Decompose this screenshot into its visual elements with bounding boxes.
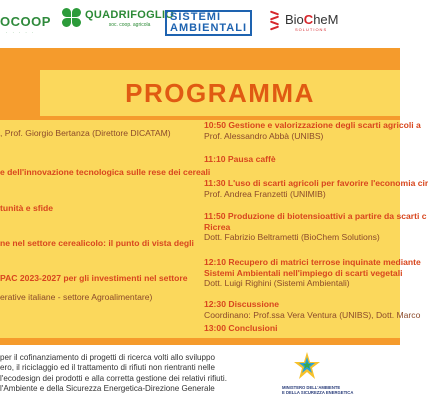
- program-content: [0, 120, 428, 338]
- sistemi-ambientali-logo: [165, 10, 252, 36]
- sistemi-ambientali-line2: AMBIENTALI: [170, 22, 248, 34]
- program-item-person: erative italiane - settore Agroalimentare): [0, 291, 153, 302]
- program-item-left-2: [0, 167, 210, 178]
- program-item-heading: tunità e sfide: [0, 203, 54, 213]
- quadrifoglio-name: QUADRIFOGLIO: [85, 8, 175, 21]
- clover-icon: [62, 8, 82, 28]
- program-item-heading: ne nel settore cerealicolo: il punto di vista degli: [0, 238, 194, 248]
- program-item-left-5: [0, 273, 188, 302]
- program-item-right-6: [204, 299, 420, 320]
- program-item-heading: 13:00 Conclusioni: [204, 323, 278, 333]
- program-item-heading: 10:50 Gestione e valorizzazione degli scarti agricoli a: [204, 120, 421, 130]
- funding-note-line: ero, il riciclaggio ed il trattamento di rifiuti non rientranti nelle: [0, 363, 216, 373]
- program-item-heading: 12:10 Recupero di matrici terrose inquinate mediante: [204, 257, 421, 267]
- program-title: PROGRAMMA: [125, 77, 315, 108]
- program-item-heading: e dell'innovazione tecnologica sulle rese dei cereali: [0, 167, 211, 177]
- program-item-person: Dott. Fabrizio Beltrametti (BioChem Solutions): [204, 232, 380, 242]
- program-item-person: Prof. Alessandro Abbà (UNIBS): [204, 130, 324, 141]
- funding-note: [0, 353, 256, 395]
- ministry-logo: [268, 351, 398, 395]
- program-item-heading: 11:50 Produzione di biotensioattivi a partire da scarti c: [204, 211, 427, 221]
- biochem-prefix: Bio: [285, 12, 304, 27]
- program-item-left-4: [0, 238, 194, 249]
- program-item-right-5: [204, 257, 421, 289]
- funding-note-line: l'ecodesign dei prodotti e alla corretta gestione dei relativi rifiuti.: [0, 373, 227, 383]
- program-item-person: Prof. Andrea Franzetti (UNIMIB): [204, 188, 326, 199]
- program-item-right-3: [204, 178, 428, 199]
- program-item-left-3: [0, 203, 53, 214]
- program-title-box: [40, 70, 400, 116]
- program-item-left-1: [0, 128, 171, 139]
- biochem-logo: [268, 10, 338, 34]
- ministry-name-line2: E DELLA SICUREZZA ENERGETICA: [282, 390, 354, 395]
- program-item-right-7: [204, 323, 278, 334]
- program-item-right-2: [204, 154, 276, 165]
- biochem-rest: heM: [313, 12, 339, 27]
- program-item-heading-2: Ricrea: [204, 221, 231, 232]
- dna-icon: [268, 10, 282, 34]
- funding-note-line: l'Ambiente e della Sicurezza Energetica-Direzione Generale: [0, 384, 215, 394]
- biochem-c: C: [303, 12, 314, 27]
- footer: [0, 345, 400, 400]
- program-item-person: Coordinano: Prof.ssa Vera Ventura (UNIBS), Dott. Marco: [204, 309, 421, 320]
- program-item-heading: 11:10 Pausa caffè: [204, 154, 276, 164]
- biochem-sub: SOLUTIONS: [295, 27, 328, 32]
- ocoop-logo: [0, 14, 51, 35]
- program-item-person: Dott. Luigi Righini (Sistemi Ambientali): [204, 278, 350, 288]
- ministry-name-line1: MINISTERO DELL'AMBIENTE: [282, 385, 341, 390]
- quadrifoglio-logo: [62, 8, 174, 28]
- program-item-heading: PAC 2023-2027 per gli investimenti nel settore: [0, 273, 188, 283]
- logo-bar: [0, 0, 400, 48]
- quadrifoglio-sub: soc. coop. agricola: [108, 21, 151, 28]
- ocoop-logo-text: OCOOP: [0, 14, 51, 29]
- program-item-right-1: [204, 120, 421, 141]
- funding-note-line: per il cofinanziamento di progetti di ricerca volti allo sviluppo: [0, 353, 216, 362]
- ministry-star-icon: [292, 351, 322, 381]
- program-panel: [0, 48, 428, 345]
- program-item-heading: 12:30 Discussione: [204, 299, 279, 309]
- sistemi-ambientali-line1: SISTEMI: [170, 11, 222, 23]
- program-item-right-4: [204, 211, 427, 243]
- program-item-person: , Prof. Giorgio Bertanza (Direttore DICATAM): [0, 128, 171, 138]
- ocoop-logo-sub: · · · · ·: [6, 30, 36, 35]
- program-item-heading-2: Sistemi Ambientali nell'impiego di scarti vegetali: [204, 267, 403, 278]
- program-item-heading: 11:30 L'uso di scarti agricoli per favorire l'economia cir: [204, 178, 428, 188]
